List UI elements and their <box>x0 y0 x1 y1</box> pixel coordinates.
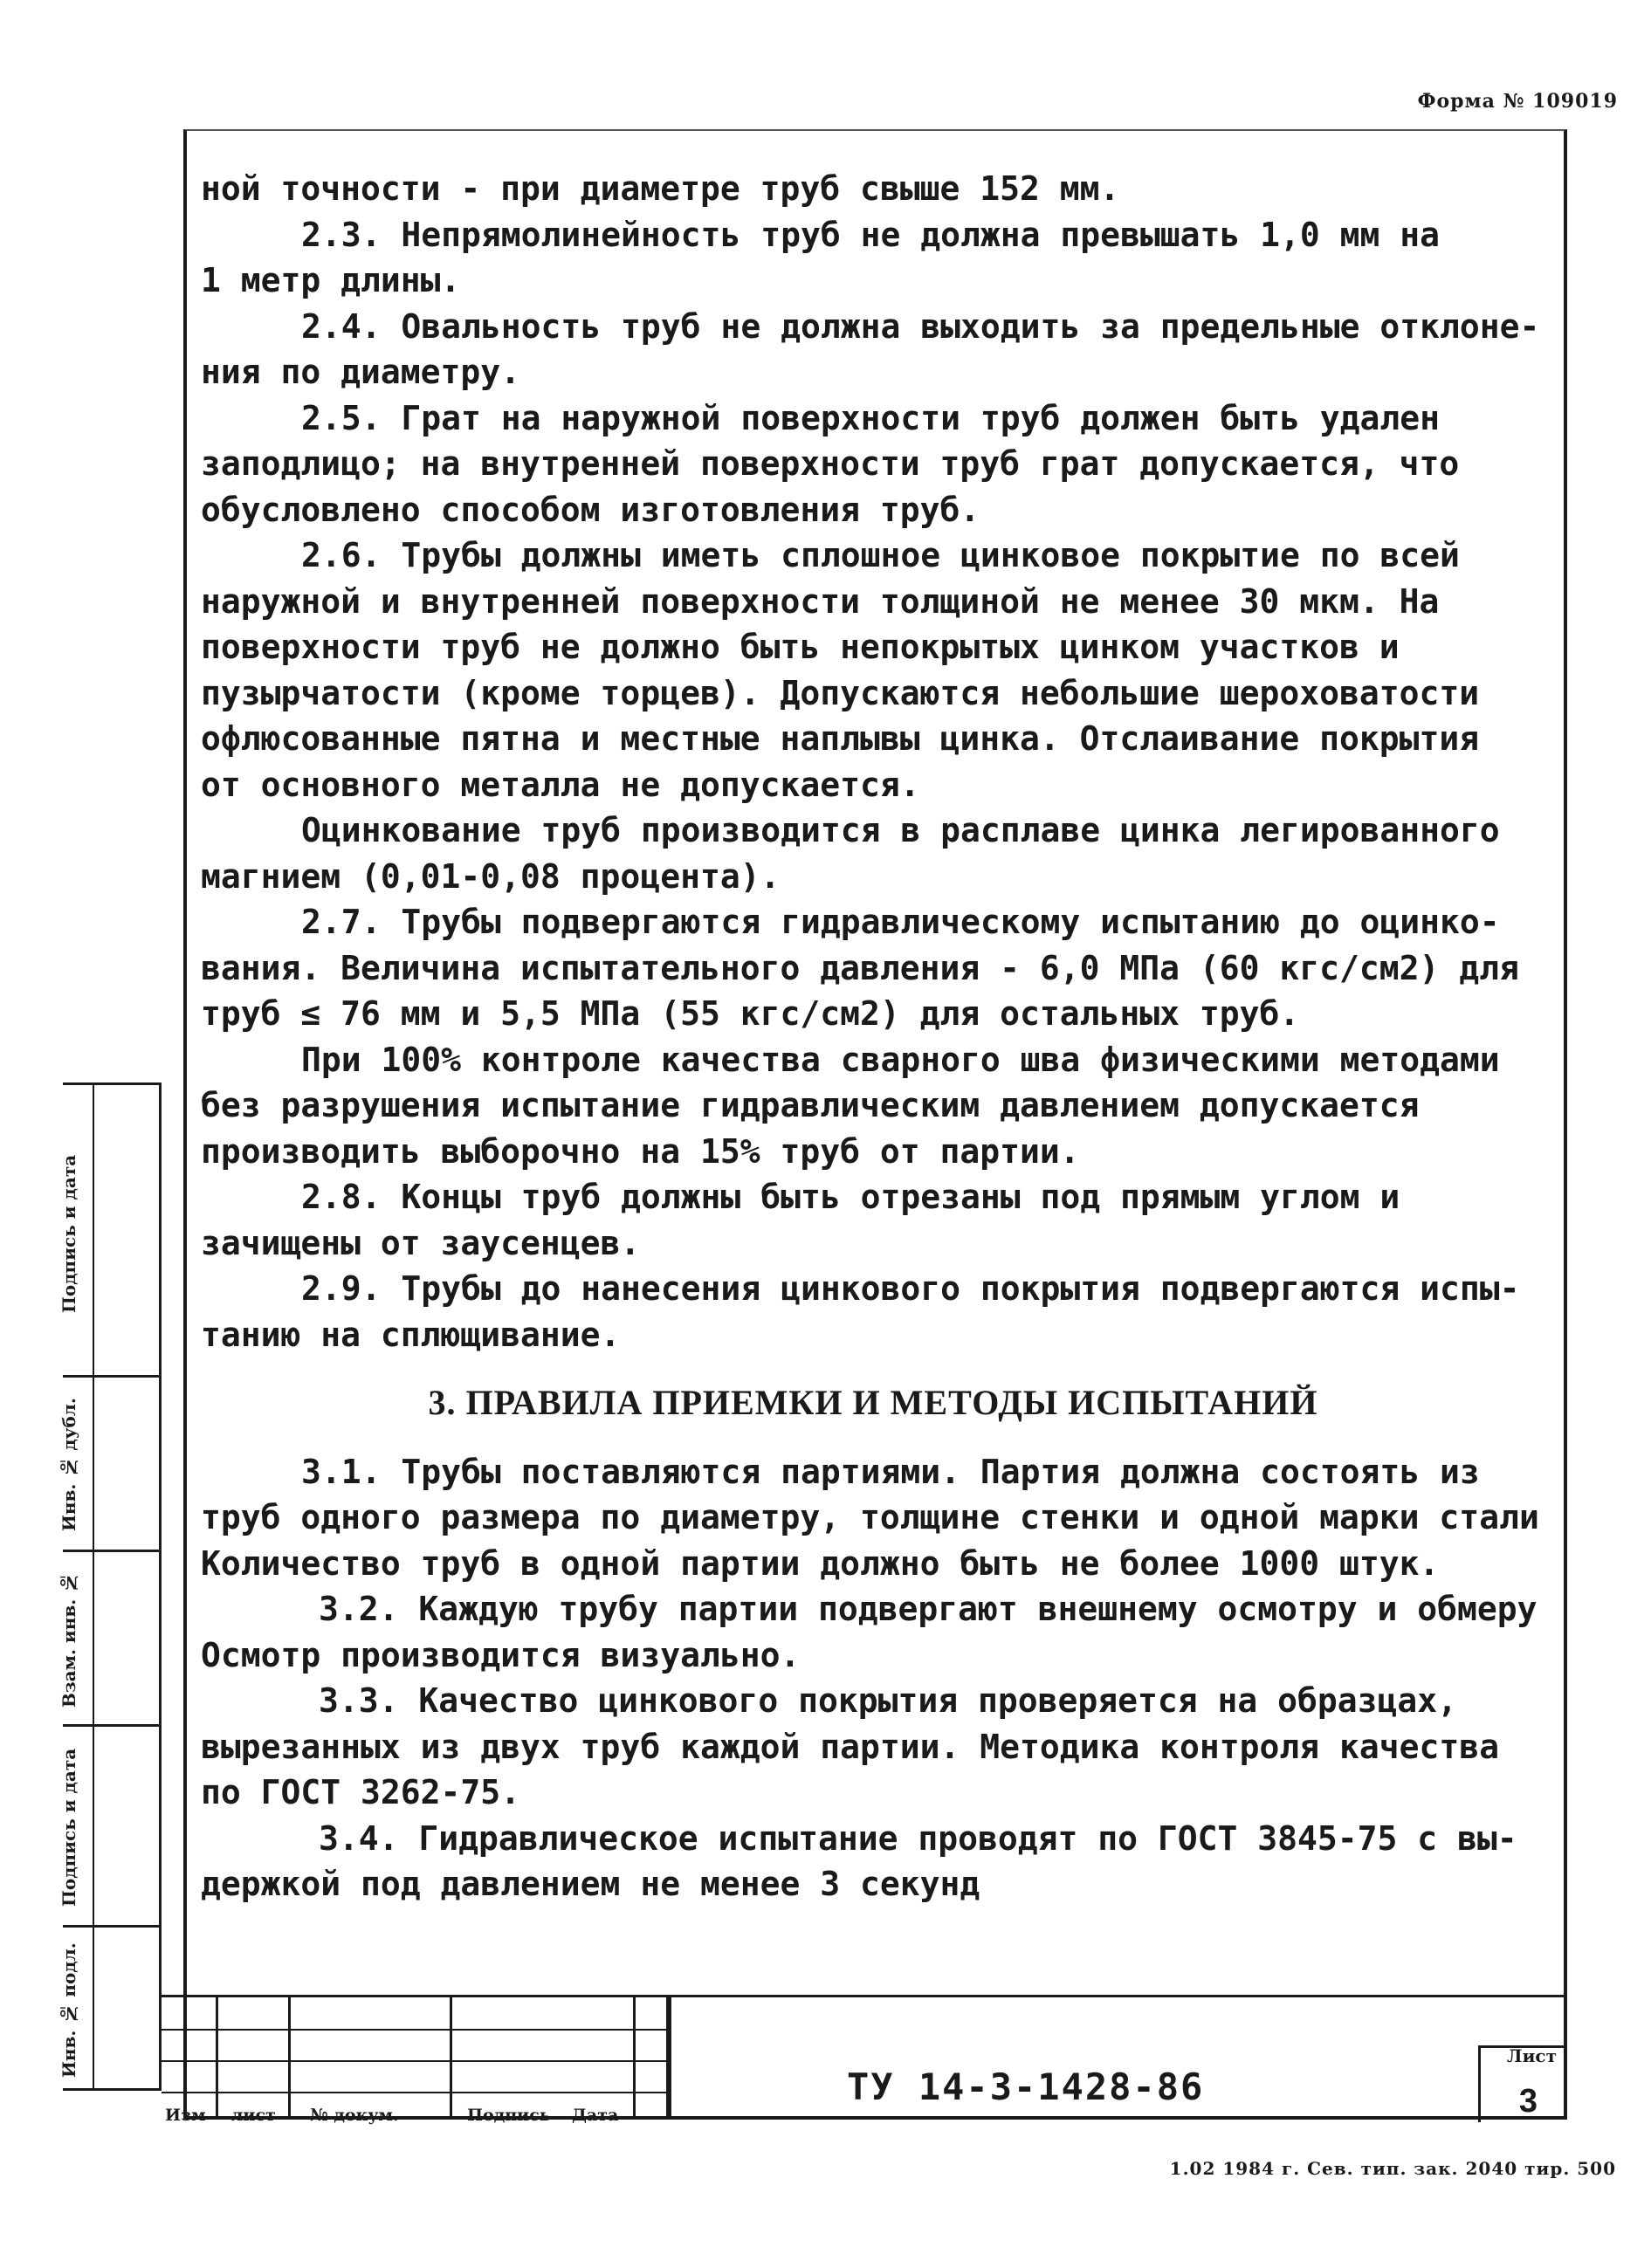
col-header: Дата <box>572 2106 619 2125</box>
text-line: 3.4. Гидравлическое испытание проводят по ГОСТ 3845-75 с вы- <box>319 1818 1517 1858</box>
col-header: лист <box>231 2106 276 2125</box>
text-line: Количество труб в одной партии должно быть не более 1000 штук. <box>201 1543 1440 1583</box>
print-info: 1.02 1984 г. Сев. тип. зак. 2040 тир. 500 <box>1169 2158 1616 2179</box>
text-line: Оцинкование труб производится в расплаве цинка легированного <box>301 811 1500 849</box>
side-cell <box>58 1724 159 1925</box>
text-line: обусловлено способом изготовления труб. <box>201 490 980 529</box>
text-line: танию на сплющивание. <box>201 1315 621 1354</box>
side-cell <box>58 1550 159 1724</box>
text-line: 3.1. Трубы поставляются партиями. Партия должна состоять из <box>301 1452 1480 1491</box>
document-code: ТУ 14-3-1428-86 <box>847 2065 1205 2108</box>
document-body <box>201 166 1545 1907</box>
text-line: вания. Величина испытательного давления - 6,0 МПа (60 кгс/см2) для <box>201 948 1519 987</box>
side-cell <box>58 1925 159 2091</box>
text-line: ния по диаметру. <box>201 353 521 391</box>
side-label: Инв. № подл. <box>58 1942 79 2079</box>
text-line: 2.9. Трубы до нанесения цинкового покрытия подвергаются испы- <box>301 1269 1520 1308</box>
side-label: Инв. № дубл. <box>58 1398 79 1532</box>
col-header: Изм <box>165 2106 206 2125</box>
text-line: магнием (0,01-0,08 процента). <box>201 856 781 896</box>
text-line: 2.5. Грат на наружной поверхности труб должен быть удален <box>301 398 1441 437</box>
text-line: ной точности - при диаметре труб свыше 152 мм. <box>201 169 1120 208</box>
text-line: пузырчатости (кроме торцев). Допускаются небольшие шероховатости <box>201 673 1480 712</box>
text-line: При 100% контроле качества сварного шва физическими методами <box>301 1040 1500 1079</box>
text-line: труб ≤ 76 мм и 5,5 МПа (55 кгс/см2) для остальных труб. <box>201 994 1300 1033</box>
side-label: Взам. инв. № <box>58 1571 79 1708</box>
text-line: 3.2. Каждую трубу партии подвергают внешнему осмотру и обмеру <box>319 1590 1537 1628</box>
title-block <box>162 1995 1564 2125</box>
side-cell <box>58 1375 159 1550</box>
text-line: Осмотр производится визуально. <box>201 1635 801 1674</box>
text-line: 1 метр длины. <box>201 261 461 299</box>
text-line: 3.3. Качество цинкового покрытия проверяется на образцах, <box>319 1681 1458 1720</box>
text-line: производить выборочно на 15% труб от партии. <box>201 1131 1080 1171</box>
text-line: вырезанных из двух труб каждой партии. Методика контроля качества <box>201 1727 1500 1766</box>
text-line: 2.7. Трубы подвергаются гидравлическому испытанию до оцинко- <box>301 903 1500 941</box>
text-line: по ГОСТ 3262-75. <box>201 1773 521 1811</box>
side-cell <box>58 1082 159 1375</box>
text-line: наружной и внутренней поверхности толщиной не менее 30 мкм. На <box>201 581 1440 621</box>
section-title: 3. ПРАВИЛА ПРИЕМКИ И МЕТОДЫ ИСПЫТАНИЙ <box>428 1383 1318 1422</box>
text-line: без разрушения испытание гидравлическим давлением допускается <box>201 1086 1420 1124</box>
text-line: зачищены от заусенцев. <box>201 1223 641 1262</box>
form-number: Форма № 109019 <box>1417 90 1618 113</box>
text-line: заподлицо; на внутренней поверхности труб грат допускается, что <box>201 444 1460 483</box>
sheet-label: Лист <box>1506 2045 1557 2066</box>
text-line: от основного металла не допускается. <box>201 765 920 804</box>
side-label: Подпись и дата <box>58 1154 79 1313</box>
text-line: 2.8. Концы труб должны быть отрезаны под прямым углом и <box>301 1178 1400 1216</box>
side-label: Подпись и дата <box>58 1748 79 1907</box>
text-line: 2.3. Непрямолинейность труб не должна превышать 1,0 мм на <box>301 215 1441 254</box>
text-line: поверхности труб не должно быть непокрытых цинком участков и <box>201 628 1400 666</box>
sheet-number: 3 <box>1518 2083 1537 2120</box>
text-line: 2.6. Трубы должны иметь сплошное цинковое покрытие по всей <box>301 536 1460 574</box>
text-line: офлюсованные пятна и местные наплывы цинка. Отслаивание покрытия <box>201 719 1480 758</box>
text-line: 2.4. Овальность труб не должна выходить за предельные отклоне- <box>301 306 1540 346</box>
text-line: труб одного размера по диаметру, толщине стенки и одной марки стали <box>201 1498 1539 1536</box>
text-line: держкой под давлением не менее 3 секунд <box>201 1865 980 1903</box>
side-stamp <box>58 1082 162 2091</box>
col-header: № докум. <box>310 2106 399 2125</box>
col-header: Подпись <box>467 2106 551 2125</box>
